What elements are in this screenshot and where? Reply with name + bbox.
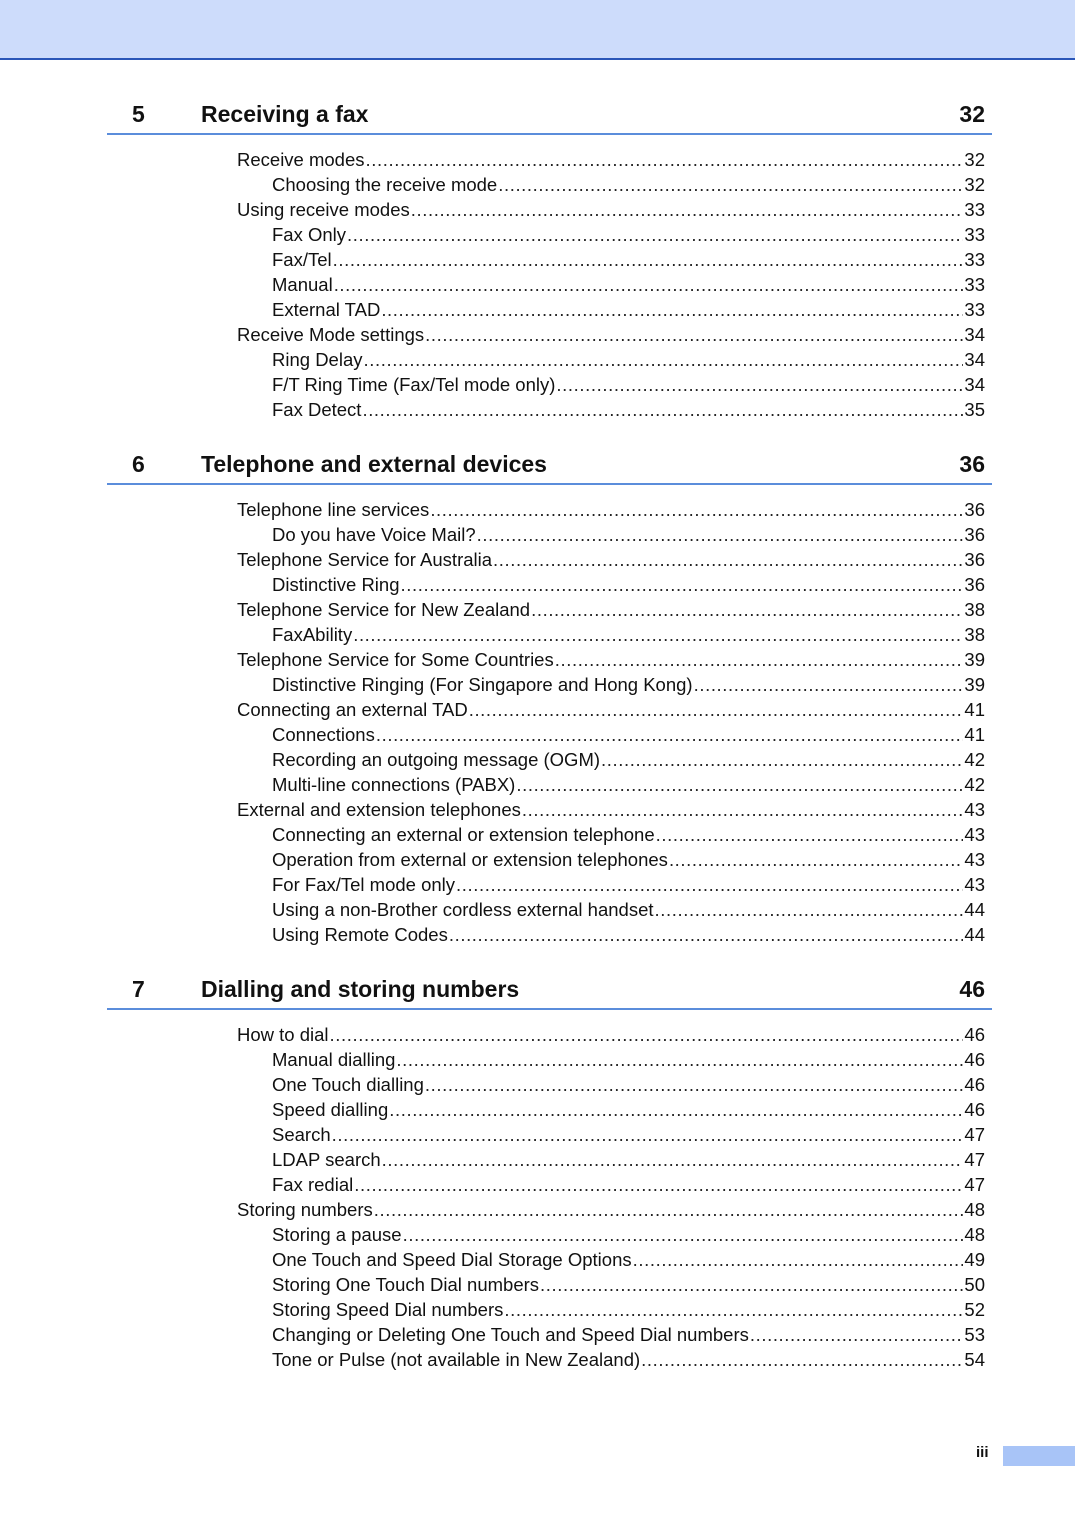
chapter-title: Dialling and storing numbers xyxy=(201,976,520,1002)
dot-leader xyxy=(456,872,963,897)
toc-entry[interactable] xyxy=(107,1297,992,1322)
toc-entry-label: Connections xyxy=(272,724,375,745)
dot-leader xyxy=(425,1072,964,1097)
toc-entry-label: Choosing the receive mode xyxy=(272,174,498,195)
dot-leader xyxy=(641,1347,963,1372)
toc-entry-label: Receive modes xyxy=(237,149,365,170)
toc-entry[interactable] xyxy=(107,922,992,947)
toc-entry-page: 32 xyxy=(964,174,985,195)
dot-leader xyxy=(449,922,964,947)
toc-entry-label: LDAP search xyxy=(272,1149,381,1170)
dot-leader xyxy=(601,747,963,772)
toc-entry[interactable] xyxy=(107,1197,992,1222)
chapter-heading[interactable] xyxy=(107,99,992,135)
toc-entry[interactable] xyxy=(107,822,992,847)
toc-entry-page: 33 xyxy=(964,199,985,220)
chapter-5 xyxy=(107,99,992,422)
toc-entry[interactable] xyxy=(107,1247,992,1272)
page-number: iii xyxy=(976,1444,989,1461)
dot-leader xyxy=(522,797,964,822)
chapter-heading[interactable] xyxy=(107,974,992,1010)
toc-entry-page: 43 xyxy=(964,849,985,870)
toc-entry-page: 43 xyxy=(964,799,985,820)
dot-leader xyxy=(389,1097,963,1122)
toc-entry-label: Connecting an external TAD xyxy=(237,699,468,720)
toc-entry[interactable] xyxy=(107,1122,992,1147)
dot-leader xyxy=(376,722,964,747)
toc-entry-label: Ring Delay xyxy=(272,349,363,370)
dot-leader xyxy=(694,672,964,697)
toc-entry[interactable] xyxy=(107,747,992,772)
toc-entry-page: 36 xyxy=(964,499,985,520)
toc-entry[interactable] xyxy=(107,1047,992,1072)
dot-leader xyxy=(362,397,963,422)
toc-entry-page: 34 xyxy=(964,349,985,370)
toc-entry[interactable] xyxy=(107,872,992,897)
toc-entry-label: Fax Only xyxy=(272,224,347,245)
toc-entry-label: Storing a pause xyxy=(272,1224,402,1245)
toc-entry[interactable] xyxy=(107,1147,992,1172)
toc-entry-page: 33 xyxy=(964,224,985,245)
dot-leader xyxy=(330,1022,964,1047)
toc-entry[interactable] xyxy=(107,722,992,747)
toc-entries xyxy=(107,147,992,422)
toc-entry-label: How to dial xyxy=(237,1024,329,1045)
dot-leader xyxy=(669,847,963,872)
toc-entry[interactable] xyxy=(107,172,992,197)
toc-entry[interactable] xyxy=(107,397,992,422)
toc-entry-label: Storing One Touch Dial numbers xyxy=(272,1274,540,1295)
dot-leader xyxy=(364,347,964,372)
toc-entry[interactable] xyxy=(107,1222,992,1247)
toc-entry-label: Fax Detect xyxy=(272,399,362,420)
toc-entry-page: 35 xyxy=(964,399,985,420)
toc-entry[interactable] xyxy=(107,1072,992,1097)
chapter-number: 5 xyxy=(132,101,145,127)
dot-leader xyxy=(403,1222,964,1247)
dot-leader xyxy=(556,372,963,397)
dot-leader xyxy=(555,647,964,672)
toc-entry-page: 36 xyxy=(964,524,985,545)
toc-entry[interactable] xyxy=(107,347,992,372)
toc-entry-page: 38 xyxy=(964,624,985,645)
toc-entry-page: 33 xyxy=(964,299,985,320)
toc-entry-label: Storing Speed Dial numbers xyxy=(272,1299,504,1320)
toc-entry-label: Telephone line services xyxy=(237,499,430,520)
chapter-title: Receiving a fax xyxy=(201,101,369,127)
toc-entry[interactable] xyxy=(107,547,992,572)
toc-entry-label: One Touch dialling xyxy=(272,1074,424,1095)
dot-leader xyxy=(750,1322,964,1347)
chapter-6 xyxy=(107,449,992,947)
dot-leader xyxy=(382,1147,964,1172)
toc-entry[interactable] xyxy=(107,647,992,672)
toc-entry-page: 46 xyxy=(964,1074,985,1095)
dot-leader xyxy=(354,1172,963,1197)
dot-leader xyxy=(347,222,963,247)
toc-entry-page: 34 xyxy=(964,324,985,345)
dot-leader xyxy=(477,522,964,547)
toc-entry-page: 42 xyxy=(964,774,985,795)
header-rule xyxy=(0,58,1075,60)
dot-leader xyxy=(493,547,963,572)
toc-entry-label: Distinctive Ring xyxy=(272,574,400,595)
dot-leader xyxy=(374,1197,964,1222)
dot-leader xyxy=(498,172,963,197)
toc-entry-label: Using a non-Brother cordless external handset xyxy=(272,899,654,920)
dot-leader xyxy=(366,147,964,172)
dot-leader xyxy=(401,572,964,597)
toc-entry[interactable] xyxy=(107,1347,992,1372)
dot-leader xyxy=(411,197,964,222)
toc-entry-label: Fax redial xyxy=(272,1174,354,1195)
dot-leader xyxy=(540,1272,963,1297)
toc-entry[interactable] xyxy=(107,497,992,522)
toc-entry-label: Receive Mode settings xyxy=(237,324,425,345)
toc-entry-page: 42 xyxy=(964,749,985,770)
toc-entry-page: 48 xyxy=(964,1224,985,1245)
toc-entry-label: Telephone Service for Australia xyxy=(237,549,493,570)
dot-leader xyxy=(430,497,963,522)
toc-entry[interactable] xyxy=(107,1272,992,1297)
toc-entries xyxy=(107,497,992,947)
toc-entry[interactable] xyxy=(107,672,992,697)
toc-entries xyxy=(107,1022,992,1372)
toc-entry-label: Connecting an external or extension telephone xyxy=(272,824,655,845)
toc-entry-page: 33 xyxy=(964,274,985,295)
dot-leader xyxy=(469,697,964,722)
toc-entry[interactable] xyxy=(107,1172,992,1197)
toc-entry-page: 34 xyxy=(964,374,985,395)
toc-entry-page: 39 xyxy=(964,649,985,670)
toc-entry[interactable] xyxy=(107,247,992,272)
toc-entry[interactable] xyxy=(107,597,992,622)
toc-entry[interactable] xyxy=(107,622,992,647)
toc-entry-page: 46 xyxy=(964,1024,985,1045)
toc-entry-label: Changing or Deleting One Touch and Speed Dial numbers xyxy=(272,1324,749,1345)
toc-entry-label: External TAD xyxy=(272,299,381,320)
chapter-page: 36 xyxy=(959,451,985,477)
dot-leader xyxy=(334,272,964,297)
toc-entry-label: Telephone Service for Some Countries xyxy=(237,649,554,670)
toc-entry-page: 32 xyxy=(964,149,985,170)
toc-entry-page: 54 xyxy=(964,1349,985,1370)
toc-entry-label: Multi-line connections (PABX) xyxy=(272,774,516,795)
toc-entry-label: Fax/Tel xyxy=(272,249,332,270)
toc-entry[interactable] xyxy=(107,1022,992,1047)
toc-entry-label: Using receive modes xyxy=(237,199,410,220)
toc-entry[interactable] xyxy=(107,847,992,872)
toc-entry-page: 36 xyxy=(964,574,985,595)
toc-entry-page: 52 xyxy=(964,1299,985,1320)
toc-entry[interactable] xyxy=(107,372,992,397)
chapter-heading[interactable] xyxy=(107,449,992,485)
toc-entry-label: Operation from external or extension telephones xyxy=(272,849,668,870)
toc-entry-label: Recording an outgoing message (OGM) xyxy=(272,749,601,770)
toc-entry[interactable] xyxy=(107,222,992,247)
dot-leader xyxy=(516,772,963,797)
toc-entry-label: F/T Ring Time (Fax/Tel mode only) xyxy=(272,374,556,395)
toc-entry[interactable] xyxy=(107,572,992,597)
dot-leader xyxy=(381,297,963,322)
toc-entry-page: 46 xyxy=(964,1099,985,1120)
dot-leader xyxy=(333,247,964,272)
toc-entry-label: FaxAbility xyxy=(272,624,353,645)
toc-entry-label: Speed dialling xyxy=(272,1099,389,1120)
toc-entry-page: 48 xyxy=(964,1199,985,1220)
toc-entry-page: 38 xyxy=(964,599,985,620)
chapter-page: 32 xyxy=(959,101,985,127)
toc-entry[interactable] xyxy=(107,322,992,347)
toc-entry[interactable] xyxy=(107,772,992,797)
toc-entry-label: Telephone Service for New Zealand xyxy=(237,599,531,620)
toc-entry-label: Manual xyxy=(272,274,333,295)
chapter-title: Telephone and external devices xyxy=(201,451,547,477)
toc-entry-page: 47 xyxy=(964,1149,985,1170)
toc-entry-page: 41 xyxy=(964,699,985,720)
toc-entry-page: 49 xyxy=(964,1249,985,1270)
toc-entry-page: 46 xyxy=(964,1049,985,1070)
toc-entry-page: 50 xyxy=(964,1274,985,1295)
toc-entry-label: Using Remote Codes xyxy=(272,924,448,945)
toc-entry-page: 47 xyxy=(964,1124,985,1145)
dot-leader xyxy=(656,822,964,847)
toc-entry[interactable] xyxy=(107,297,992,322)
toc-entry[interactable] xyxy=(107,147,992,172)
header-band xyxy=(0,0,1075,58)
toc-entry-label: Manual dialling xyxy=(272,1049,396,1070)
dot-leader xyxy=(425,322,963,347)
toc-entry-label: Tone or Pulse (not available in New Zealand) xyxy=(272,1349,641,1370)
toc-entry-page: 36 xyxy=(964,549,985,570)
toc-entry-page: 53 xyxy=(964,1324,985,1345)
dot-leader xyxy=(332,1122,964,1147)
toc-entry-page: 39 xyxy=(964,674,985,695)
chapter-number: 7 xyxy=(132,976,145,1002)
toc-entry[interactable] xyxy=(107,272,992,297)
toc-entry[interactable] xyxy=(107,197,992,222)
toc-entry-label: Search xyxy=(272,1124,331,1145)
toc-entry-page: 43 xyxy=(964,874,985,895)
toc-entry-label: For Fax/Tel mode only xyxy=(272,874,456,895)
toc-entry[interactable] xyxy=(107,697,992,722)
toc-entry[interactable] xyxy=(107,1097,992,1122)
chapter-number: 6 xyxy=(132,451,145,477)
dot-leader xyxy=(396,1047,963,1072)
toc-entry-label: One Touch and Speed Dial Storage Options xyxy=(272,1249,632,1270)
toc-entry-page: 44 xyxy=(964,899,985,920)
toc-entry[interactable] xyxy=(107,897,992,922)
footer-tab xyxy=(1003,1446,1075,1466)
toc-entry-page: 33 xyxy=(964,249,985,270)
toc-entry-label: External and extension telephones xyxy=(237,799,521,820)
dot-leader xyxy=(504,1297,963,1322)
dot-leader xyxy=(633,1247,964,1272)
chapter-page: 46 xyxy=(959,976,985,1002)
toc-entry-page: 47 xyxy=(964,1174,985,1195)
toc-entry-label: Storing numbers xyxy=(237,1199,373,1220)
toc-entry-page: 41 xyxy=(964,724,985,745)
toc-entry-page: 43 xyxy=(964,824,985,845)
toc-entry-page: 44 xyxy=(964,924,985,945)
toc-entry[interactable] xyxy=(107,1322,992,1347)
toc-entry[interactable] xyxy=(107,522,992,547)
toc-entry[interactable] xyxy=(107,797,992,822)
dot-leader xyxy=(655,897,964,922)
chapter-7 xyxy=(107,974,992,1372)
dot-leader xyxy=(531,597,963,622)
toc-entry-label: Do you have Voice Mail? xyxy=(272,524,476,545)
toc-entry-label: Distinctive Ringing (For Singapore and Hong Kong) xyxy=(272,674,693,695)
dot-leader xyxy=(353,622,963,647)
